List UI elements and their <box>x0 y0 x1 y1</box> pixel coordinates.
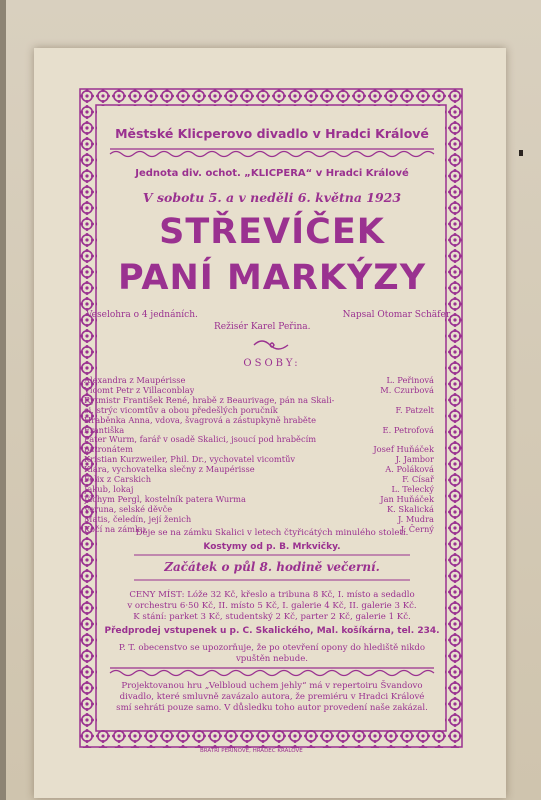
cast-row: Jakub, lokaj L. Telecký <box>84 483 434 494</box>
cast-list <box>84 376 434 535</box>
cast-heading: OSOBY: <box>243 358 301 369</box>
costumes: Kostymy od p. B. Mrkvičky. <box>203 542 341 552</box>
start-time: Začátek o půl 8. hodině večerní. <box>164 560 380 574</box>
company-name: Jednota div. ochot. „KLICPERA“ v Hradci Králové <box>135 168 409 179</box>
ornament-rule <box>104 146 440 158</box>
performance-date: V sobotu 5. a v neděli 6. května 1923 <box>142 190 402 205</box>
divider-bottom <box>104 578 440 582</box>
cast-row: Pater Wurm, farář v osadě Skalici, jsoucí pod hraběcím <box>84 435 317 445</box>
theatre-name: Městské Klicperovo divadlo v Hradci Králové <box>115 126 429 141</box>
cast-row: Vicomt Petr z Villaconblay M. Czurbová <box>84 384 434 395</box>
cast-row: ci, strýc vicomtův a obou předešlých poručník F. Patzelt <box>84 404 434 415</box>
cast-row: patronátem Josef Huňáček <box>84 444 434 455</box>
cast-row: Františka E. Petrofová <box>84 424 434 435</box>
author: Napsal Otomar Schäfer. <box>342 310 452 320</box>
notice-line2: vpuštěn nebude. <box>235 654 309 664</box>
divider-top <box>104 553 440 557</box>
ornament-flourish <box>252 338 292 352</box>
play-title-line2: PANÍ MARKÝZY <box>117 258 427 298</box>
director: Režisér Karel Peřina. <box>214 322 311 332</box>
prices-line1: CENY MÍST: Lóže 32 Kč, křeslo a tribuna 8 Kč, I. místo a sedadlo <box>129 590 415 600</box>
setting: Děje se na zámku Skalici v letech čtyřicátých minulého století. <box>135 528 409 538</box>
play-title-line1: STŘEVÍČEK <box>159 212 385 252</box>
cast-row: Kristian Kurzweiler, Phil. Dr., vychovatel vicomtův J. Jambor <box>84 454 434 465</box>
board-mark <box>519 150 523 156</box>
cast-row: Klára, vychovatelka slečny z Maupérisse A. Poláková <box>84 464 434 475</box>
poster-content <box>84 110 452 730</box>
ornament-rule-lower <box>104 665 440 677</box>
footnote-line3: smí sehráti pouze samo. V důsledku toho autor provedení naše zakázal. <box>116 703 428 713</box>
prices-line2: v orchestru 6·50 Kč, II. místo 5 Kč, I. galerie 4 Kč, II. galerie 3 Kč. <box>127 601 417 611</box>
presale: Předprodej vstupenek u p. C. Skalického, Mal. košíkárna, tel. 234. <box>104 626 440 636</box>
printer-imprint: BRATŘI PEŘINOVÉ, HRADEC KRÁLOVÉ <box>200 748 303 754</box>
cast-row: Hraběnka Anna, vdova, švagrová a zástupkyně hraběte <box>84 415 317 425</box>
prices-line3: K stání: parket 3 Kč, studentský 2 Kč, parter 2 Kč, galerie 1 Kč. <box>133 612 411 622</box>
cast-row: Matis, čeledín, její ženich J. Mudra <box>84 513 434 524</box>
notice-line1: P. T. obecenstvo se upozorňuje, že po otevření opony do hlediště nikdo <box>118 643 426 653</box>
cast-row: Kočí na zámku J. Černý <box>84 523 434 534</box>
genre: Veselohra o 4 jednáních. <box>86 310 198 320</box>
cast-row: Rytmistr František René, hrabě z Beaurivage, pán na Skali- <box>84 395 335 405</box>
cast-row: Jáchym Pergl, kostelník patera Wurma Jan Huňáček <box>84 493 434 504</box>
cast-row: Veruna, selské děvče K. Skalická <box>84 503 434 514</box>
footnote-line2: divadlo, které smluvně zavázalo autora, že premiéru v Hradci Králové <box>119 692 425 702</box>
cast-row: Alexandra z Maupérisse L. Peřinová <box>84 375 434 385</box>
footnote-line1: Projektovanou hru „Velbloud uchem jehly“ má v repertoiru Švandovo <box>121 681 423 691</box>
cast-row: Felix z Carskich F. Císař <box>84 474 434 485</box>
